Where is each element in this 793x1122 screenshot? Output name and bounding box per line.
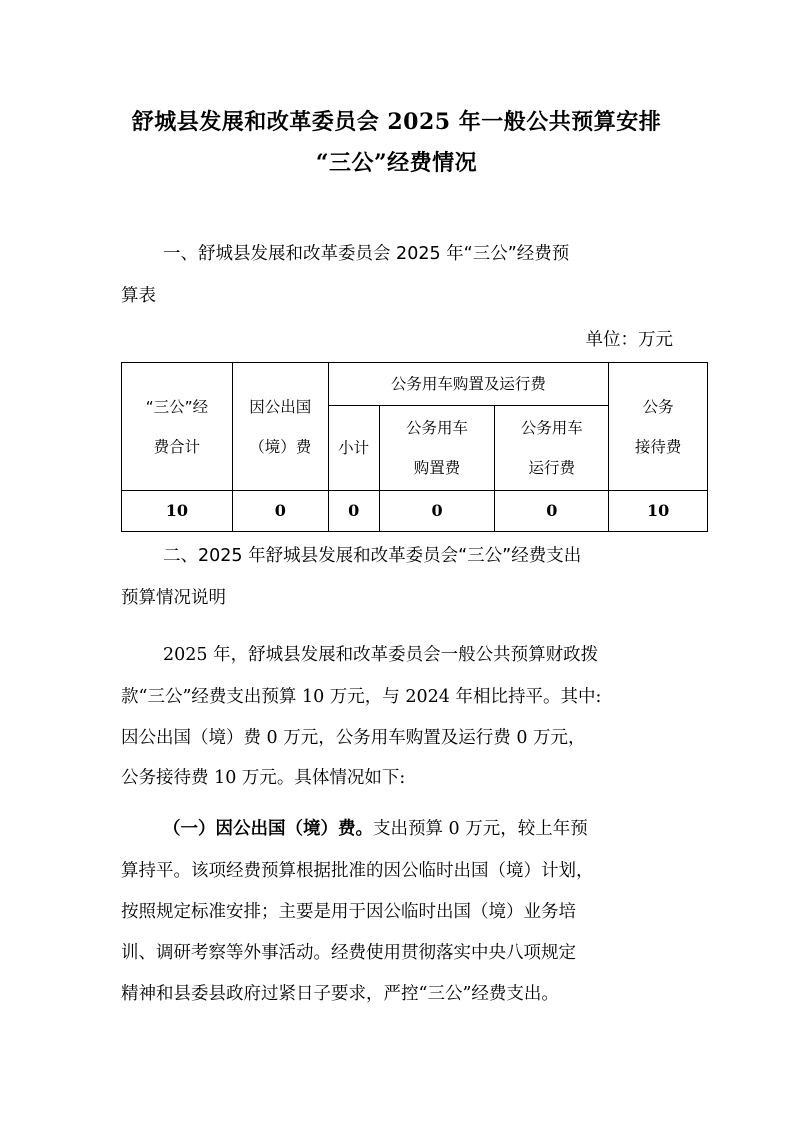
paragraph-2-line-1	[163, 815, 588, 840]
section-1-heading-line-2: 算表	[121, 286, 156, 306]
header-abroad-line-2: （境）费	[249, 437, 312, 456]
value-vehicle-operation: 0	[495, 491, 609, 532]
value-vehicle-purchase: 0	[379, 491, 495, 532]
paragraph-1-line-1: 2025 年，舒城县发展和改革委员会一般公共预算财政拨	[163, 645, 599, 665]
header-total	[122, 363, 233, 491]
section-1-heading-line-1: 一、舒城县发展和改革委员会 2025 年“三公”经费预	[163, 244, 570, 264]
document-title-line-1: 舒城县发展和改革委员会 2025 年一般公共预算安排	[131, 109, 662, 135]
paragraph-2-line-5: 精神和县委县政府过紧日子要求，严控“三公”经费支出。	[121, 984, 559, 1004]
paragraph-2-line-4: 训、调研考察等外事活动。经费使用贯彻落实中央八项规定	[121, 943, 576, 963]
value-subtotal: 0	[328, 491, 379, 532]
paragraph-1-line-3: 因公出国（境）费 0 万元，公务用车购置及运行费 0 万元，	[121, 728, 586, 748]
unit-label: 单位：万元	[585, 330, 673, 350]
paragraph-2-line-3: 按照规定标准安排；主要是用于因公临时出国（境）业务培	[121, 902, 576, 922]
header-vehicle-purchase	[379, 406, 495, 491]
header-abroad-line-1: 因公出国	[249, 397, 312, 416]
header-vehicle-operation-line-2: 运行费	[528, 459, 576, 477]
value-reception: 10	[609, 491, 708, 532]
document-title-line-2: “三公”经费情况	[315, 150, 478, 176]
budget-table	[121, 362, 708, 532]
header-vehicle-operation	[495, 406, 609, 491]
paragraph-1-line-2: 款“三公”经费支出预算 10 万元，与 2024 年相比持平。其中:	[121, 687, 602, 707]
section-2-heading-line-2: 预算情况说明	[121, 588, 226, 608]
header-vehicle-group: 公务用车购置及运行费	[328, 363, 608, 406]
header-total-line-2: 费合计	[153, 437, 201, 456]
header-abroad	[232, 363, 328, 491]
table-value-row	[122, 491, 708, 532]
section-2-heading-line-1: 二、2025 年舒城县发展和改革委员会“三公”经费支出	[163, 546, 582, 566]
paragraph-2-line-2: 算持平。该项经费预算根据批准的因公临时出国（境）计划，	[121, 861, 594, 881]
header-subtotal: 小计	[328, 406, 379, 491]
value-abroad: 0	[232, 491, 328, 532]
table-header-row-1	[122, 363, 708, 406]
paragraph-1-line-4: 公务接待费 10 万元。具体情况如下:	[121, 768, 406, 788]
header-vehicle-purchase-line-1: 公务用车	[406, 419, 469, 437]
paragraph-2-bold-heading: （一）因公出国（境）费。	[163, 819, 373, 839]
header-vehicle-purchase-line-2: 购置费	[413, 459, 461, 477]
header-reception-line-2: 接待费	[634, 437, 682, 456]
header-vehicle-operation-line-1: 公务用车	[520, 419, 583, 437]
value-total: 10	[122, 491, 233, 532]
header-total-line-1: “三公”经	[145, 397, 209, 416]
header-reception	[609, 363, 708, 491]
header-reception-line-1: 公务	[642, 397, 674, 416]
paragraph-2-line-1-text: 支出预算 0 万元，较上年预	[373, 819, 588, 839]
